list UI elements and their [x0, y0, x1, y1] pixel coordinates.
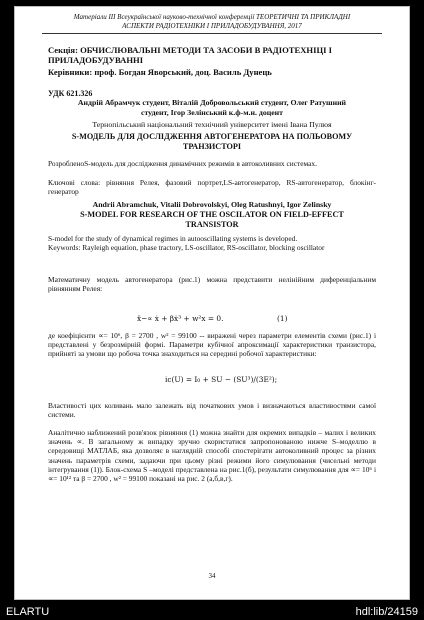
conference-header-line-1: Матеріали ІІІ Всеукраїнської науково-технічної конференції ТЕОРЕТИЧНІ ТА ПРИКЛАДНІ [73, 13, 351, 21]
organization: Тернопільський національний технічний університет імені Івана Пулюя [92, 120, 332, 129]
keywords-ua: Ключові слова: рівняння Релея, фазовий портрет,LS-автогенератор, RS-автогенератор, блокінг-генератор [48, 178, 376, 197]
title-en [55, 210, 369, 230]
section-title-line-2: ПРИЛАДОБУДУВАННІ [48, 55, 144, 65]
equation-1-number: (1) [277, 314, 288, 323]
conference-header [15, 13, 409, 31]
body-paragraph-4: Аналітично наближений розв'язок рівняння (1) можна знайти для окремих випадків – малих і великих значень ∝. В загальному ж випадку зручно скористатися запропонованою нижче S–моделлю в середовищі МАТЛАБ, яка дозволяє в наглядній способі спостерігати автоколивний процес за різних значень параметрів схеми, задаючи при цьому різні режими його симулювання (чисельні методи інтегрування (1)). Блок-схема S –моделі представлена на рис.1(б), результати симулювання для ∝= 10⁶ і ∝= 10¹² та β = 2700 , w² = 99100 показані на рис. 2 (а,б,в,г). [48, 428, 376, 484]
authors-ua-line-1: Андрій Абрамчук студент, Віталій Добровольський студент, Олег Ратушний [77, 98, 347, 107]
page-number: 34 [208, 572, 216, 580]
body-paragraph-1: Математичну модель автогенератора (рис.1) можна представити нелінійним диференціальним рівнянням Релея: [48, 275, 376, 294]
section-title [48, 45, 409, 65]
abstract-ua: РозробленоS-модель для дослідження динамічних режимів в автоколивних системах. [48, 159, 317, 168]
conference-header-line-2: АСПЕКТИ РАДІОТЕХНІКИ І ПРИЛАДОБУДУВАННЯ, 2017 [122, 22, 302, 30]
abstract-en: S-model for the study of dynamical regimes in autooscillating systems is developed. [48, 234, 298, 243]
archive-stamp: ELARTU [6, 606, 50, 618]
title-ua-line-1: S-МОДЕЛЬ ДЛЯ ДОСЛІДЖЕННЯ АВТОГЕНЕРАТОРА НА ПОЛЬОВОМУ [71, 132, 353, 141]
authors-en: Andrii Abramchuk, Vitalii Dobrovolskyi, Oleg Ratushnyi, Igor Zelinsky [92, 200, 332, 209]
section-title-line-1: Секція: ОБЧИСЛЮВАЛЬНІ МЕТОДИ ТА ЗАСОБИ В РАДІОТЕХНІЦІ І [48, 45, 332, 55]
body-paragraph-3: Властивості цих коливань мало залежать від початкових умов і визначаються властивостями самої системи. [48, 401, 376, 420]
keywords-en: Keywords: Rayleigh equation, phase tractory, LS-oscillator, RS-oscillator, blocking oscillator [48, 243, 325, 252]
header-divider [42, 33, 382, 34]
title-ua [55, 132, 369, 152]
authors-ua [48, 98, 376, 118]
document-page [14, 6, 410, 600]
title-en-line-1: S-MODEL FOR RESEARCH OF THE OSCILATOR ON FIELD-EFFECT [80, 210, 344, 219]
handle-identifier: hdl:lib/24159 [355, 606, 418, 618]
supervisors: Керівники: проф. Богдан Яворський, доц. Василь Дунець [48, 67, 272, 77]
equation-1: ẍ−∝ ẋ + βẋ³ + w²x = 0. [137, 314, 224, 323]
equation-2: iс(U) = I₀ + SU − (SU³)/(3E²); [165, 375, 278, 384]
udk-code: УДК 621.326 [48, 89, 93, 98]
authors-ua-line-2: студент, Ігор Зелінський к.ф-м.н. доцент [140, 108, 284, 117]
title-ua-line-2: ТРАНЗИСТОРІ [182, 142, 242, 151]
body-paragraph-2: де коефіцієнти ∝= 10⁶, β = 2700 , w² = 99100 -- виражені через параметри елементів схеми (рис.1) і представлені у безрозмірній формі. Параметри кубічної апроксимації характеристики транзистора, прийняті за умови що робоча точка знаходиться на середині робочої характеристики: [48, 331, 376, 359]
title-en-line-2: TRANSISTOR [185, 220, 239, 229]
